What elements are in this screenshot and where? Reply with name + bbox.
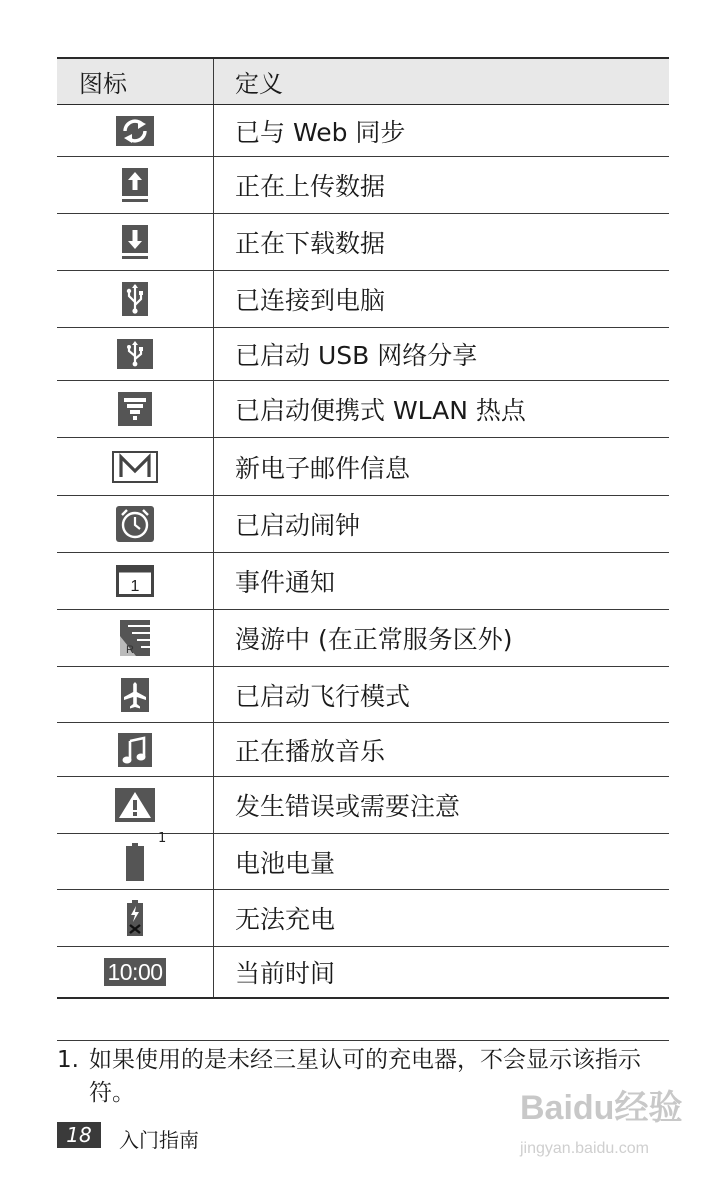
table-row <box>57 834 669 890</box>
row-definition: 发生错误或需要注意 <box>214 777 670 834</box>
table-row <box>57 610 669 667</box>
roaming-icon <box>120 620 150 656</box>
table-row <box>57 271 669 328</box>
svg-text:R: R <box>126 644 134 656</box>
row-definition: 已连接到电脑 <box>214 271 670 328</box>
row-definition: 事件通知 <box>214 553 670 610</box>
row-definition: 新电子邮件信息 <box>214 438 670 496</box>
battery-icon <box>126 830 167 881</box>
table-row <box>57 438 669 496</box>
table-row <box>57 328 669 381</box>
warning-icon <box>115 788 155 822</box>
baidu-watermark-logo: Baidu经验 <box>520 1089 683 1127</box>
music-icon <box>118 733 152 767</box>
table-row <box>57 157 669 214</box>
footnote-number: 1. <box>57 1047 79 1073</box>
airplane-icon <box>121 678 149 712</box>
current-time-icon: 10:00 <box>104 958 165 986</box>
row-definition: 已与 Web 同步 <box>214 105 670 157</box>
row-definition: 电池电量 <box>214 834 670 890</box>
table-row <box>57 496 669 553</box>
row-definition: 无法充电 <box>214 890 670 947</box>
usb-tethering-icon <box>117 339 153 369</box>
table-row <box>57 947 669 998</box>
download-icon <box>122 225 148 259</box>
sync-web-icon <box>116 116 154 146</box>
row-definition: 正在播放音乐 <box>214 723 670 777</box>
new-email-icon <box>112 451 158 483</box>
table-row <box>57 105 669 157</box>
row-definition: 已启动 USB 网络分享 <box>214 328 670 381</box>
status-icon-table <box>57 57 669 999</box>
svg-text:1: 1 <box>130 578 140 595</box>
table-row <box>57 777 669 834</box>
wlan-hotspot-icon <box>118 392 152 426</box>
header-definition: 定义 <box>214 58 670 105</box>
page-number: 18 <box>57 1122 101 1148</box>
calendar-event-icon <box>116 565 154 597</box>
table-row <box>57 890 669 947</box>
baidu-watermark-url: jingyan.baidu.com <box>520 1140 649 1157</box>
row-definition: 漫游中 (在正常服务区外) <box>214 610 670 667</box>
charging-error-icon <box>127 900 143 936</box>
row-definition: 已启动闹钟 <box>214 496 670 553</box>
row-definition: 当前时间 <box>214 947 670 998</box>
section-label: 入门指南 <box>119 1128 199 1152</box>
table-row <box>57 723 669 777</box>
footnote-text: 如果使用的是未经三星认可的充电器，不会显示该指示符。 <box>89 1047 641 1106</box>
footnote-divider <box>57 1040 669 1041</box>
upload-icon <box>122 168 148 202</box>
header-icon: 图标 <box>57 58 214 105</box>
table-row <box>57 381 669 438</box>
row-definition: 正在下载数据 <box>214 214 670 271</box>
row-definition: 正在上传数据 <box>214 157 670 214</box>
table-row <box>57 214 669 271</box>
table-row <box>57 553 669 610</box>
usb-connected-icon <box>122 282 148 316</box>
table-row <box>57 667 669 723</box>
table-header-row <box>57 58 669 105</box>
row-definition: 已启动飞行模式 <box>214 667 670 723</box>
footnote-marker: 1 <box>158 830 167 846</box>
row-definition: 已启动便携式 WLAN 热点 <box>214 381 670 438</box>
alarm-icon <box>116 506 154 542</box>
